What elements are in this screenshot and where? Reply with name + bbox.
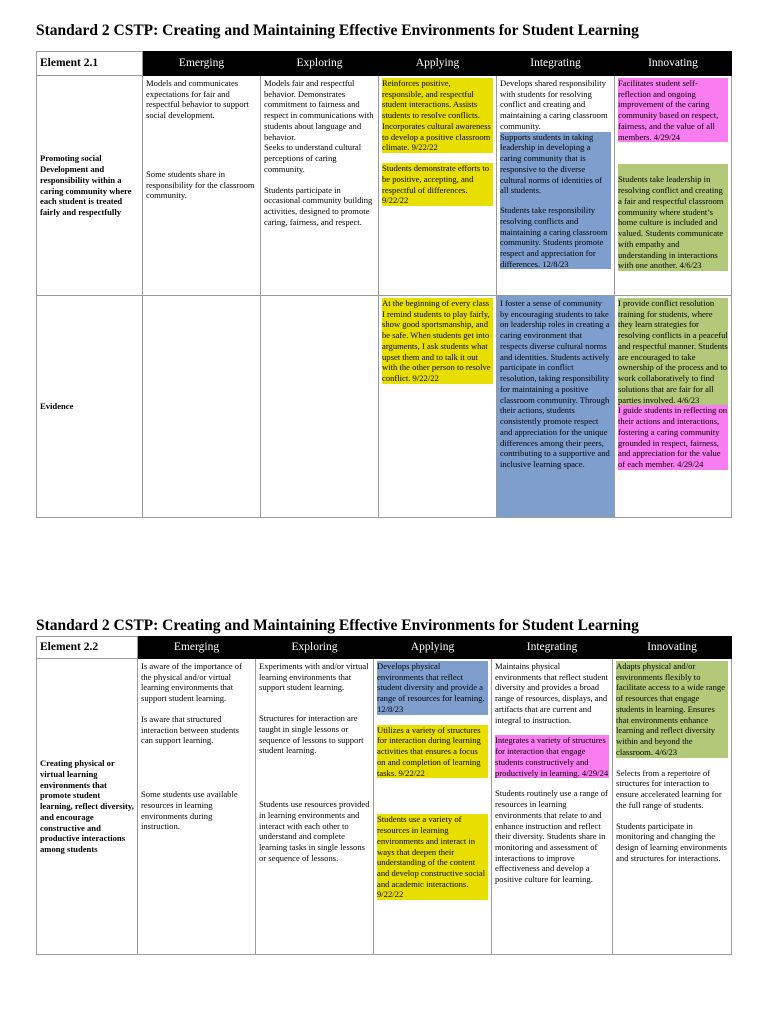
cell-text: Structures for interaction are taught in single lessons or sequence of lessons to support student learning. <box>259 713 364 756</box>
cell-emerging <box>143 76 261 296</box>
cell-text: Students participate in monitoring and changing the design of learning environments and structures for interactions. <box>616 820 727 863</box>
section-element-2-2 <box>36 617 731 900</box>
cell-text: Some students share in responsibility for the classroom community. <box>146 168 255 201</box>
cell-text: Models and communicates expectations for fair and respectful behavior to support social development. <box>146 78 249 121</box>
column-header-innovating: Innovating <box>615 52 732 76</box>
highlighted-text: Supports students in taking leadership in developing a caring community that is responsive to the diverse cultural norms of identities of all students. <box>500 132 611 196</box>
table-row <box>37 659 732 955</box>
cell-integrating <box>497 76 615 296</box>
cell-text: Selects from a repertoire of structures for interaction to ensure accelerated learning for the full range of students. <box>616 767 722 810</box>
cell-text: Is aware of the importance of the physical and/or virtual learning environments that support student learning. <box>141 661 242 704</box>
cell-integrating <box>492 659 613 955</box>
cell-exploring <box>261 76 379 296</box>
highlighted-text: Integrates a variety of structures for interaction that engage students constructively and productively in learning. 4/29/24 <box>495 735 609 778</box>
cell-innovating <box>615 76 732 296</box>
cell-exploring <box>256 659 374 955</box>
column-header-emerging: Emerging <box>143 52 261 76</box>
column-header-exploring: Exploring <box>256 637 374 659</box>
rubric-table-2-2 <box>36 636 732 955</box>
highlighted-text: Students use a variety of resources in learning environments and interact in ways that deepen their understanding of the content and develop constructive social and academic interactions. 9/22/22 <box>377 814 488 900</box>
cell-applying <box>379 296 497 518</box>
column-header-integrating: Integrating <box>497 52 615 76</box>
table-row <box>37 76 732 296</box>
cell-text: I foster a sense of community by encouraging students to take on leadership roles in creating a caring environment that respects diverse cultural norms and identities. Students actively participate in conflict resolution, taking responsibility for maintaining a positive classroom community. Through their actions, students consistently promote respect and appreciation for the unique differences among their peers, contributing to a supportive and inclusive learning space. <box>500 298 610 470</box>
cell-text: Students participate in occasional community building activities, designed to promote caring, fairness, and respect. <box>264 184 373 227</box>
row-label: Creating physical or virtual learning environments that promote student learning, reflect diversity, and encourage constructive and productive interactions among students <box>37 659 138 955</box>
rubric-table-2-1 <box>36 51 732 518</box>
cell-innovating <box>615 296 732 518</box>
highlighted-text: Utilizes a variety of structures for interaction during learning activities that ensures a focus on and completion of learning tasks. 9/22/22 <box>377 725 488 779</box>
section-element-2-1 <box>36 22 731 470</box>
header-row <box>37 52 732 76</box>
highlighted-text: Reinforces positive, responsible, and respectful student interactions. Assists students to resolve conflicts. <box>382 78 493 121</box>
standard-title: Standard 2 CSTP: Creating and Maintaining Effective Environments for Student Learning <box>36 617 639 634</box>
highlighted-text: I guide students in reflecting on their actions and interactions, fostering a caring community grounded in respect, fairness, and appreciation for the value of each member. 4/29/24 <box>618 405 728 470</box>
table-row <box>37 296 732 518</box>
highlighted-text: Students take responsibility resolving conflicts and maintaining a caring classroom community. Students promote respect and appreciation for differences. 12/8/23 <box>500 196 611 269</box>
highlighted-text: Facilitates student self-reflection and ongoing improvement of the caring community based on respect, fairness, and the value of all members. 4/29/24 <box>618 78 728 142</box>
cell-text: Is aware that structured interaction between students can support learning. <box>141 713 239 746</box>
cell-text: Some students use available resources in learning environments during instruction. <box>141 789 238 832</box>
column-header-applying: Applying <box>379 52 497 76</box>
highlighted-text: At the beginning of every class I remind students to play fairly, show good sportsmanship, and be safe. When students get into arguments, I ask students what upset them and to talk it out with the other person to resolve conflict. 9/22/22 <box>382 298 493 384</box>
cell-text: Students routinely use a range of resources in learning environments that relate to and enhance instruction and reflect their diversity. Students share in monitoring and assessment of interactions to improve effectiveness and develop a positive culture for learning. <box>495 788 608 885</box>
standard-title: Standard 2 CSTP: Creating and Maintaining Effective Environments for Student Learning <box>36 22 639 39</box>
highlighted-text: Incorporates cultural awareness to develop a positive classroom climate. 9/22/22 <box>382 121 493 153</box>
element-label: Element 2.2 <box>37 637 138 659</box>
cell-exploring <box>261 296 379 518</box>
column-header-emerging: Emerging <box>138 637 256 659</box>
highlighted-text: Students take leadership in resolving conflict and creating a fair and respectful classroom community where student’s home culture is included and valued. Students communicate with empathy and understanding in interactions with one another. 4/6/23 <box>618 164 728 271</box>
cell-applying <box>374 659 492 955</box>
column-header-integrating: Integrating <box>492 637 613 659</box>
cell-text: Develops shared responsibility with students for resolving conflict and creating and maintaining a caring classroom community. <box>500 78 608 131</box>
cell-text: Students use resources provided in learning environments and interact with each other to understand and complete learning tasks in single lessons or sequence of lessons. <box>259 799 370 863</box>
cell-text: Experiments with and/or virtual learning environments that support student learning. <box>259 661 369 693</box>
header-row <box>37 637 732 659</box>
cell-text: Seeks to understand cultural perceptions of caring community. <box>264 142 362 174</box>
row-label: Promoting social Development and responsibility within a caring community where each student is treated fairly and respectfully <box>37 76 143 296</box>
element-label: Element 2.1 <box>37 52 143 76</box>
highlighted-text: Adapts physical and/or environments flexibly to facilitate access to a wide range of resources that engage students in learning. Ensures that environments enhance learning and reflect diversity within and beyond the classroom. 4/6/23 <box>616 661 728 758</box>
highlighted-text: I provide conflict resolution training for students, where they learn strategies for resolving conflicts in a peaceful and respectful manner. Students are encouraged to take ownership of the process and to work collaboratively to find solutions that are fair for all parties involved. 4/6/23 <box>618 298 728 405</box>
row-label: Evidence <box>37 296 143 518</box>
cell-emerging <box>143 296 261 518</box>
cell-text: Maintains physical environments that reflect student diversity and provides a broad range of resources, displays, and artifacts that are current and integral to instruction. <box>495 661 608 725</box>
cell-text: Models fair and respectful behavior. Demonstrates commitment to fairness and respect in communications with students about language and behavior. <box>264 78 374 142</box>
highlighted-text: Students demonstrate efforts to be positive, accepting, and respectful of differences. 9/22/22 <box>382 163 493 206</box>
cell-emerging <box>138 659 256 955</box>
highlighted-text: Develops physical environments that reflect student diversity and provide a range of resources for learning. 12/8/23 <box>377 661 488 715</box>
column-header-applying: Applying <box>374 637 492 659</box>
column-header-innovating: Innovating <box>613 637 732 659</box>
column-header-exploring: Exploring <box>261 52 379 76</box>
cell-applying <box>379 76 497 296</box>
cell-integrating <box>497 296 615 518</box>
cell-innovating <box>613 659 732 955</box>
